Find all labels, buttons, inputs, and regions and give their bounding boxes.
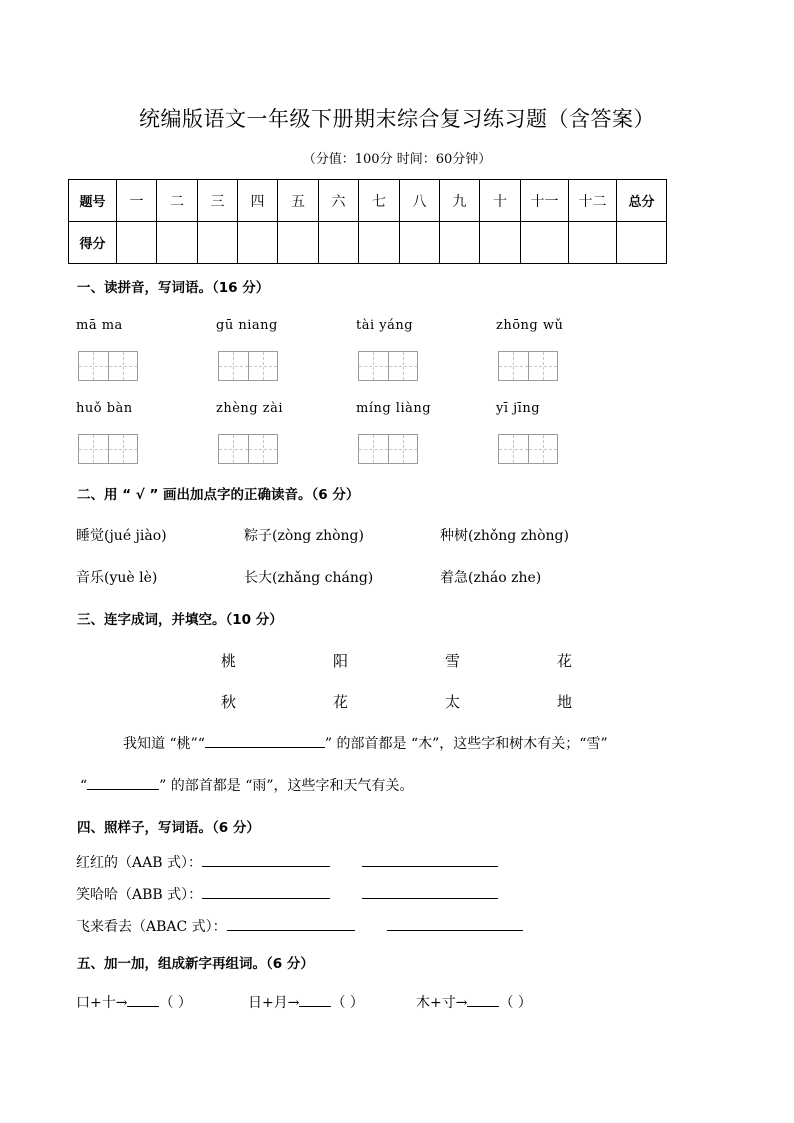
header-label-cell: 题号 [69,180,117,222]
col-header-10: 十 [480,180,521,222]
score-cell-total[interactable] [617,222,667,264]
char-tile[interactable]: 花 [333,693,349,711]
char-tile[interactable]: 阳 [333,652,349,670]
col-header-8: 八 [400,180,440,222]
col-header-total: 总分 [617,180,667,222]
score-cell[interactable] [440,222,480,264]
answer-blank[interactable] [299,1006,331,1007]
combine-formula: 口+十→ [76,995,128,1011]
reading-option[interactable]: 着急(zháo zhe) [440,570,542,586]
pinyin-label: zhèng zài [216,401,283,416]
answer-blank[interactable] [202,866,330,867]
fill-sentence-1 [123,733,608,753]
reading-option[interactable]: 粽子(zòng zhòng) [244,528,364,544]
reading-option[interactable]: 音乐(yuè lè) [76,570,158,586]
pattern-label: 红红的（AAB 式）： [76,855,202,871]
section-3-title: 三、连字成词，并填空。（10 分） [77,612,283,628]
writing-grid[interactable] [78,434,138,464]
pattern-label: 笑哈哈（ABB 式）： [76,887,203,903]
word-pattern-row [76,884,498,904]
col-header-1: 一 [117,180,157,222]
combine-formula: 木+寸→ [416,995,468,1011]
sentence-text: 我知道 “桃”“ [123,736,205,752]
answer-blank[interactable] [362,898,498,899]
score-table-score-row [69,222,667,264]
page-subtitle: （分值：100分 时间：60分钟） [302,152,492,167]
char-tile[interactable]: 太 [445,693,461,711]
answer-blank[interactable] [362,866,498,867]
char-tile[interactable]: 秋 [221,693,237,711]
writing-grid[interactable] [498,434,558,464]
pinyin-label: gū niang [216,318,278,333]
pinyin-label: míng liàng [356,401,432,416]
answer-blank[interactable] [127,1006,159,1007]
word-pattern-row [76,916,523,936]
word-paren[interactable]: （ ） [499,995,532,1011]
score-table [68,179,667,264]
sentence-text: ” 的部首都是 “木”，这些字和树木有关；“雪” [324,736,608,752]
writing-grid[interactable] [218,434,278,464]
col-header-12: 十二 [569,180,617,222]
pinyin-label: mā ma [76,318,123,333]
col-header-3: 三 [198,180,238,222]
section-5-title: 五、加一加，组成新字再组词。（6 分） [77,956,314,972]
score-cell[interactable] [359,222,400,264]
sentence-text: ” 的部首都是 “雨”，这些字和天气有关。 [159,778,414,794]
combine-item [76,992,192,1012]
score-cell[interactable] [569,222,617,264]
fill-sentence-2 [80,775,414,795]
score-cell[interactable] [238,222,278,264]
answer-blank[interactable] [467,1006,499,1007]
score-table-header-row [69,180,667,222]
answer-blank[interactable] [227,930,355,931]
col-header-6: 六 [319,180,359,222]
section-1-title: 一、读拼音，写词语。（16 分） [77,280,270,296]
writing-grid[interactable] [78,351,138,381]
score-cell[interactable] [157,222,198,264]
col-header-11: 十一 [521,180,569,222]
writing-grid[interactable] [358,434,418,464]
answer-blank[interactable] [205,747,325,748]
reading-option[interactable]: 长大(zhǎng cháng) [244,570,374,586]
score-cell[interactable] [319,222,359,264]
score-cell[interactable] [117,222,157,264]
writing-grid[interactable] [358,351,418,381]
pinyin-label: tài yáng [356,318,414,333]
writing-grid[interactable] [218,351,278,381]
pinyin-label: zhōng wǔ [496,318,564,333]
col-header-9: 九 [440,180,480,222]
section-2-title: 二、用 “ √ ” 画出加点字的正确读音。（6 分） [77,487,360,503]
answer-blank[interactable] [387,930,523,931]
reading-option[interactable]: 种树(zhǒng zhòng) [440,528,569,544]
score-cell[interactable] [480,222,521,264]
writing-grid[interactable] [498,351,558,381]
score-cell[interactable] [278,222,319,264]
word-paren[interactable]: （ ） [331,995,364,1011]
col-header-2: 二 [157,180,198,222]
sentence-text: “ [80,778,88,794]
score-cell[interactable] [400,222,440,264]
combine-item [416,992,532,1012]
combine-formula: 日+月→ [248,995,300,1011]
char-tile[interactable]: 花 [557,652,573,670]
pattern-label: 飞来看去（ABAC 式）： [76,919,227,935]
pinyin-label: yī jīng [496,401,541,416]
char-tile[interactable]: 雪 [445,652,461,670]
combine-item [248,992,364,1012]
char-tile[interactable]: 桃 [221,652,237,670]
row-label-cell: 得分 [69,222,117,264]
score-cell[interactable] [198,222,238,264]
score-cell[interactable] [521,222,569,264]
reading-option[interactable]: 睡觉(jué jiào) [76,528,167,544]
word-paren[interactable]: （ ） [159,995,192,1011]
section-4-title: 四、照样子，写词语。（6 分） [77,820,260,836]
word-pattern-row [76,852,498,872]
answer-blank[interactable] [87,789,159,790]
answer-blank[interactable] [202,898,330,899]
page-title: 统编版语文一年级下册期末综合复习练习题（含答案） [139,107,655,131]
char-tile[interactable]: 地 [557,693,573,711]
col-header-4: 四 [238,180,278,222]
pinyin-label: huǒ bàn [76,401,133,416]
col-header-5: 五 [278,180,319,222]
col-header-7: 七 [359,180,400,222]
